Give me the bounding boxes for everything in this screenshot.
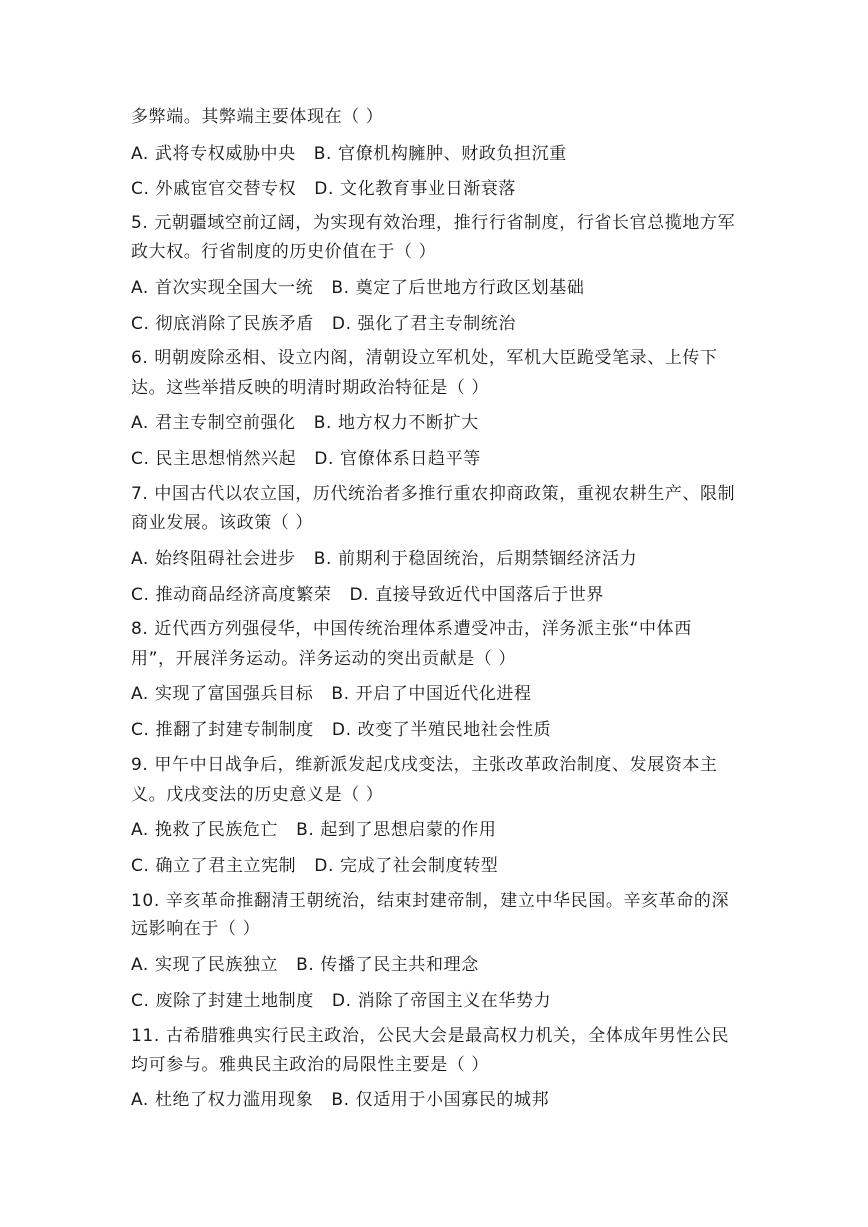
option-text: 推动商品经济高度繁荣 <box>155 585 332 605</box>
answer-options-row <box>131 313 516 335</box>
option-key: C. <box>131 314 150 334</box>
option-text: 实现了民族独立 <box>154 955 279 975</box>
option-text: 杜绝了权力滥用现象 <box>154 1090 314 1110</box>
question-text-line: 达。这些举措反映的明清时期政治特征是（ ） <box>131 378 490 398</box>
option-text: 仅适用于小国寡民的城邦 <box>355 1090 550 1110</box>
question-text-line: 6. 明朝废除丞相、设立内阁，清朝设立军机处，军机大臣跪受笔录、上传下 <box>131 348 718 368</box>
option-key: C. <box>131 179 150 199</box>
option-key: A. <box>131 549 149 569</box>
option-text: 武将专权威胁中央 <box>154 144 296 164</box>
option-key: C. <box>131 991 150 1011</box>
answer-options-row <box>131 819 496 841</box>
option-key: A. <box>131 684 149 704</box>
answer-options-row <box>131 584 604 606</box>
option-key: C. <box>131 449 150 469</box>
option-key: D. <box>314 856 334 876</box>
question-text-line: 10. 辛亥革命推翻清王朝统治，结束封建帝制，建立中华民国。辛亥革命的深 <box>131 891 730 911</box>
option-key: D. <box>314 449 334 469</box>
answer-options-row <box>131 855 498 877</box>
option-key: D. <box>331 991 352 1011</box>
option-key: B. <box>313 144 333 164</box>
question-text-line: 商业发展。该政策（ ） <box>131 513 314 533</box>
option-text: 强化了君主专制统治 <box>357 314 516 334</box>
option-text: 实现了富国强兵目标 <box>154 684 314 704</box>
answer-options-row <box>131 277 584 299</box>
option-text: 完成了社会制度转型 <box>340 856 499 876</box>
question-text-line: 8. 近代西方列强侵华，中国传统治理体系遭受冲击，洋务派主张“中体西 <box>131 619 692 639</box>
option-key: C. <box>131 585 150 605</box>
answer-options-row <box>131 990 551 1012</box>
answer-options-row <box>131 412 479 434</box>
answer-options-row <box>131 548 637 570</box>
option-key: B. <box>296 955 315 975</box>
option-text: 前期利于稳固统治，后期禁锢经济活力 <box>338 549 638 569</box>
answer-options-row <box>131 719 551 741</box>
option-key: B. <box>331 1090 350 1110</box>
option-text: 传播了民主共和理念 <box>320 955 479 975</box>
option-text: 彻底消除了民族矛盾 <box>155 314 314 334</box>
option-key: B. <box>313 413 333 433</box>
question-text-line: 7. 中国古代以农立国，历代统治者多推行重农抑商政策，重视农耕生产、限制 <box>131 484 736 504</box>
option-text: 首次实现全国大一统 <box>154 278 314 298</box>
option-key: A. <box>131 820 149 840</box>
answer-options-row <box>131 1089 549 1111</box>
option-text: 推翻了封建专制制度 <box>155 720 314 740</box>
option-key: B. <box>331 278 350 298</box>
option-key: A. <box>131 1090 149 1110</box>
option-text: 民主思想悄然兴起 <box>155 449 297 469</box>
option-key: C. <box>131 856 150 876</box>
question-text-line: 用”，开展洋务运动。洋务运动的突出贡献是（ ） <box>131 649 517 669</box>
option-text: 文化教育事业日渐衰落 <box>340 179 516 199</box>
option-text: 起到了思想启蒙的作用 <box>320 820 497 840</box>
answer-options-row <box>131 448 481 470</box>
option-key: B. <box>296 820 315 840</box>
option-key: A. <box>131 955 149 975</box>
option-text: 改变了半殖民地社会性质 <box>357 720 552 740</box>
question-text-line: 均可参与。雅典民主政治的局限性主要是（ ） <box>131 1055 490 1075</box>
question-text-line: 11. 古希腊雅典实行民主政治，公民大会是最高权力机关，全体成年男性公民 <box>131 1026 730 1046</box>
option-key: D. <box>314 179 334 199</box>
question-text-line: 远影响在于（ ） <box>131 919 261 939</box>
option-text: 消除了帝国主义在华势力 <box>357 991 552 1011</box>
option-text: 官僚体系日趋平等 <box>340 449 481 469</box>
option-key: D. <box>331 314 352 334</box>
option-key: A. <box>131 413 149 433</box>
option-text: 奠定了后世地方行政区划基础 <box>355 278 585 298</box>
option-text: 确立了君主立宪制 <box>155 856 297 876</box>
question-text-line: 多弊端。其弊端主要体现在（ ） <box>131 107 384 127</box>
answer-options-row <box>131 954 479 976</box>
question-text-line: 义。戊戌变法的历史意义是（ ） <box>131 785 384 805</box>
option-key: D. <box>331 720 352 740</box>
option-text: 始终阻碍社会进步 <box>154 549 296 569</box>
option-text: 直接导致近代中国落后于世界 <box>375 585 604 605</box>
option-text: 官僚机构臃肿、财政负担沉重 <box>338 144 567 164</box>
option-key: C. <box>131 720 150 740</box>
option-key: B. <box>331 684 350 704</box>
answer-options-row <box>131 683 532 705</box>
option-text: 外戚宦官交替专权 <box>155 179 297 199</box>
option-text: 废除了封建土地制度 <box>155 991 314 1011</box>
answer-options-row <box>131 178 516 200</box>
option-text: 地方权力不断扩大 <box>338 413 479 433</box>
option-text: 挽救了民族危亡 <box>154 820 279 840</box>
option-key: A. <box>131 144 149 164</box>
question-text-line: 政大权。行省制度的历史价值在于（ ） <box>131 242 437 262</box>
answer-options-row <box>131 143 567 165</box>
option-key: D. <box>349 585 370 605</box>
question-text-line: 5. 元朝疆域空前辽阔，为实现有效治理，推行行省制度，行省长官总揽地方军 <box>131 213 736 233</box>
option-text: 开启了中国近代化进程 <box>355 684 532 704</box>
question-text-line: 9. 甲午中日战争后，维新派发起戊戌变法，主张改革政治制度、发展资本主 <box>131 755 718 775</box>
option-key: B. <box>313 549 333 569</box>
option-text: 君主专制空前强化 <box>154 413 296 433</box>
option-key: A. <box>131 278 149 298</box>
